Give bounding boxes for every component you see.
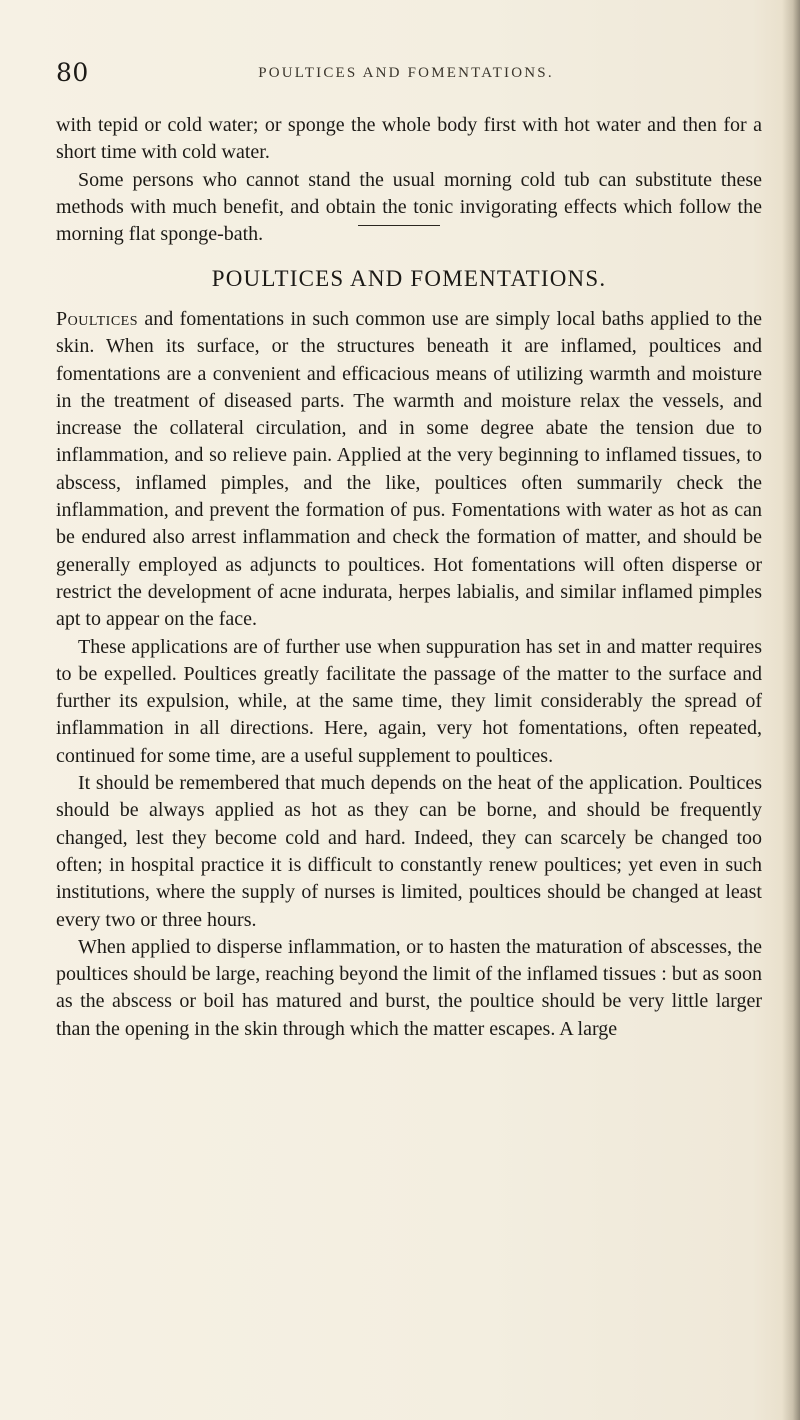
paragraph-text: and fomentations in such common use are simply local baths applied to the skin. When its surface, or the structures beneath it are inflamed, poultices and fomentations are a convenient and efficacious means of utilizing warmth and moisture in the treatment of diseased parts. The warmth and moisture relax the vessels, and increase the collateral circulation, and in some degree abate the tension due to inflammation, and so relieve pain. Applied at the very beginning to inflamed tissues, to abscess, inflamed pimples, and the like, poultices often summarily check the inflammation, and prevent the formation of pus. Fomentations with water as hot as can be endured also arrest inflammation and check the formation of matter, and should be generally employed as adjuncts to poultices. Hot fomentations will often disperse or restrict the development of acne indurata, herpes labialis, and similar inflamed pimples apt to appear on the face. xyxy=(56,308,762,631)
intro-paragraph: Some persons who cannot stand the usual morning cold tub can substitute these methods with much benefit, and obtain the tonic invigorating effects which follow the morning flat sponge-bath. xyxy=(56,168,762,246)
lead-word: Poultices xyxy=(56,308,138,330)
body-paragraph xyxy=(56,306,762,634)
running-title: POULTICES AND FOMENTATIONS. xyxy=(258,65,554,81)
body-paragraph: When applied to disperse inflammation, or to hasten the maturation of abscesses, the poultices should be large, reaching beyond the limit of the inflamed tissues : but as soon as the abscess or boil has matured and burst, the poultice should be very little larger than the opening in the skin through which the matter escapes. A large xyxy=(56,935,762,1040)
body-paragraph: It should be remembered that much depends on the heat of the application. Poultices should be always applied as hot as they can be borne, and should be frequently changed, lest they become cold and hard. Indeed, they can scarcely be changed too often; in hospital practice it is difficult to constantly renew poultices; yet even in such institutions, where the supply of nurses is limited, poultices should be changed at least every two or three hours. xyxy=(56,772,762,931)
body-paragraph: These applications are of further use when suppuration has set in and matter requires to be expelled. Poultices greatly facilitate the passage of the matter to the surface and further its expulsion, while, at the same time, they limit considerably the spread of inflammation in all directions. Here, again, very hot fomentations, often repeated, continued for some time, are a useful supplement to poultices. xyxy=(56,635,762,767)
intro-text xyxy=(56,112,762,248)
page-number: 80 xyxy=(56,58,89,87)
intro-paragraph: with tepid or cold water; or sponge the whole body first with hot water and then for a short time with cold water. xyxy=(56,114,762,164)
section-divider xyxy=(358,225,440,226)
section-heading: POULTICES AND FOMENTATIONS. xyxy=(211,266,607,291)
section-body xyxy=(56,306,762,1043)
page-edge-shadow xyxy=(782,0,800,1420)
running-head xyxy=(56,58,756,88)
